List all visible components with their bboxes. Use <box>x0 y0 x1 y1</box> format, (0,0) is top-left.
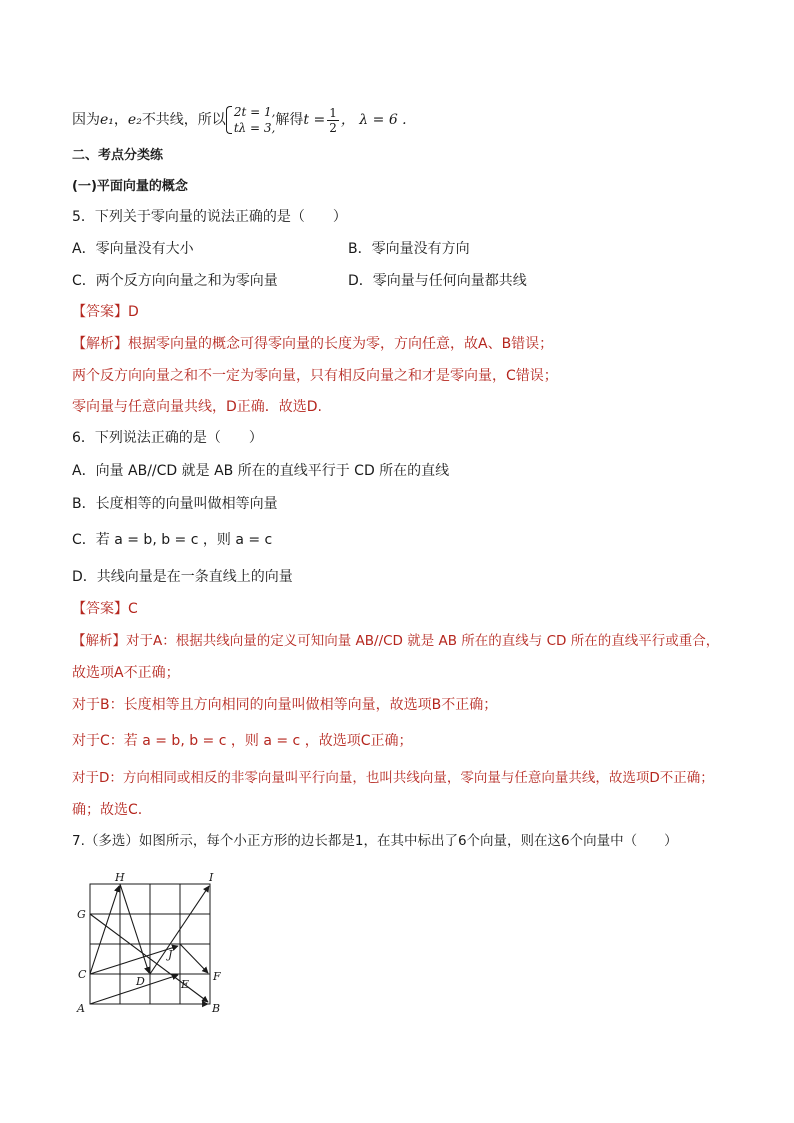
label-j: J <box>168 948 173 961</box>
q5-answer-tag: 【答案】 <box>72 304 128 320</box>
q6-analysis-4: 对于C：若 a = b, b = c ，则 a = c ，故选项C正确； <box>72 733 413 749</box>
grid-lines <box>90 884 210 1004</box>
vector-e1: e₁ <box>100 112 114 128</box>
lambda-equals: ， λ = 6 . <box>340 112 407 128</box>
label-b: B <box>212 1002 221 1015</box>
t-equals: t = <box>303 112 326 128</box>
vector-e2: e₂ <box>127 112 142 128</box>
q5-option-c: C．两个反方向向量之和为零向量 <box>72 273 278 289</box>
label-e: E <box>181 978 190 991</box>
intro-line <box>72 104 407 136</box>
q5-stem: 5．下列关于零向量的说法正确的是（ ） <box>72 209 347 225</box>
q6-analysis-text-1: 对于A：根据共线向量的定义可知向量 AB//CD 就是 AB 所在的直线与 CD 所在的直线平行或重合， <box>126 633 720 649</box>
q6-answer-tag: 【答案】 <box>72 601 128 617</box>
label-f: F <box>213 970 221 983</box>
label-c: C <box>78 968 87 981</box>
q5-answer <box>72 302 139 322</box>
point-labels <box>76 871 221 1015</box>
q6-analysis-tag: 【解析】 <box>72 633 126 649</box>
q5-option-b: B．零向量没有方向 <box>348 241 470 257</box>
q5-analysis-1 <box>72 334 553 354</box>
q6-analysis-1 <box>72 631 719 651</box>
q6-option-d: D．共线向量是在一条直线上的向量 <box>72 569 293 585</box>
vector-grid-figure <box>70 868 230 1018</box>
fraction-denominator: 2 <box>329 120 337 135</box>
intro-solve: 解得 <box>275 112 304 128</box>
label-d: D <box>136 975 145 988</box>
vector-ch <box>90 886 119 974</box>
intro-prefix: 因为 <box>72 112 100 128</box>
q7-stem: 7.（多选）如图所示，每个小正方形的边长都是1，在其中标出了6个向量，则在这6个向量中（ ） <box>72 833 678 849</box>
q6-analysis-3: 对于B：长度相等且方向相同的向量叫做相等向量，故选项B不正确； <box>72 697 498 713</box>
q5-answer-value: D <box>128 304 139 320</box>
equation-line-2: tλ = 3, <box>233 121 276 135</box>
equation-line-1: 2t = 1, <box>233 105 276 119</box>
q6-stem: 6．下列说法正确的是（ ） <box>72 430 263 446</box>
q5-analysis-3: 零向量与任意向量共线，D正确．故选D. <box>72 399 323 415</box>
vector-jf <box>180 944 208 973</box>
section-title: 二、考点分类练 <box>72 148 164 163</box>
equation-system <box>226 104 276 136</box>
fraction-one-half <box>327 106 339 135</box>
fraction-numerator: 1 <box>329 105 337 120</box>
q6-option-a: A．向量 AB//CD 就是 AB 所在的直线平行于 CD 所在的直线 <box>72 463 450 479</box>
q6-answer <box>72 599 138 619</box>
label-a: A <box>77 1002 85 1015</box>
label-g: G <box>77 908 86 921</box>
intro-mid: 不共线，所以 <box>141 112 226 128</box>
q6-analysis-6: 确；故选C. <box>72 802 143 818</box>
label-h: H <box>115 871 125 884</box>
q6-answer-value: C <box>128 601 138 617</box>
subsection-title: (一)平面向量的概念 <box>72 179 188 194</box>
q6-option-b: B．长度相等的向量叫做相等向量 <box>72 496 278 512</box>
q5-option-a: A．零向量没有大小 <box>72 241 194 257</box>
q6-analysis-2: 故选项A不正确； <box>72 665 180 681</box>
q6-option-c: C．若 a = b, b = c ，则 a = c <box>72 532 273 548</box>
intro-sep: ， <box>113 112 128 128</box>
q6-analysis-5: 对于D：方向相同或相反的非零向量叫平行向量，也叫共线向量，零向量与任意向量共线，故选项D不正确； <box>72 770 714 786</box>
q5-analysis-text-1: 根据零向量的概念可得零向量的长度为零，方向任意，故A、B错误； <box>128 336 554 352</box>
vector-ae <box>90 975 178 1004</box>
vector-gb <box>90 914 208 1002</box>
label-i: I <box>209 871 214 884</box>
q5-option-d: D．零向量与任何向量都共线 <box>348 273 527 289</box>
q5-analysis-2: 两个反方向向量之和不一定为零向量，只有相反向量之和才是零向量，C错误； <box>72 368 558 384</box>
q5-analysis-tag: 【解析】 <box>72 336 128 352</box>
